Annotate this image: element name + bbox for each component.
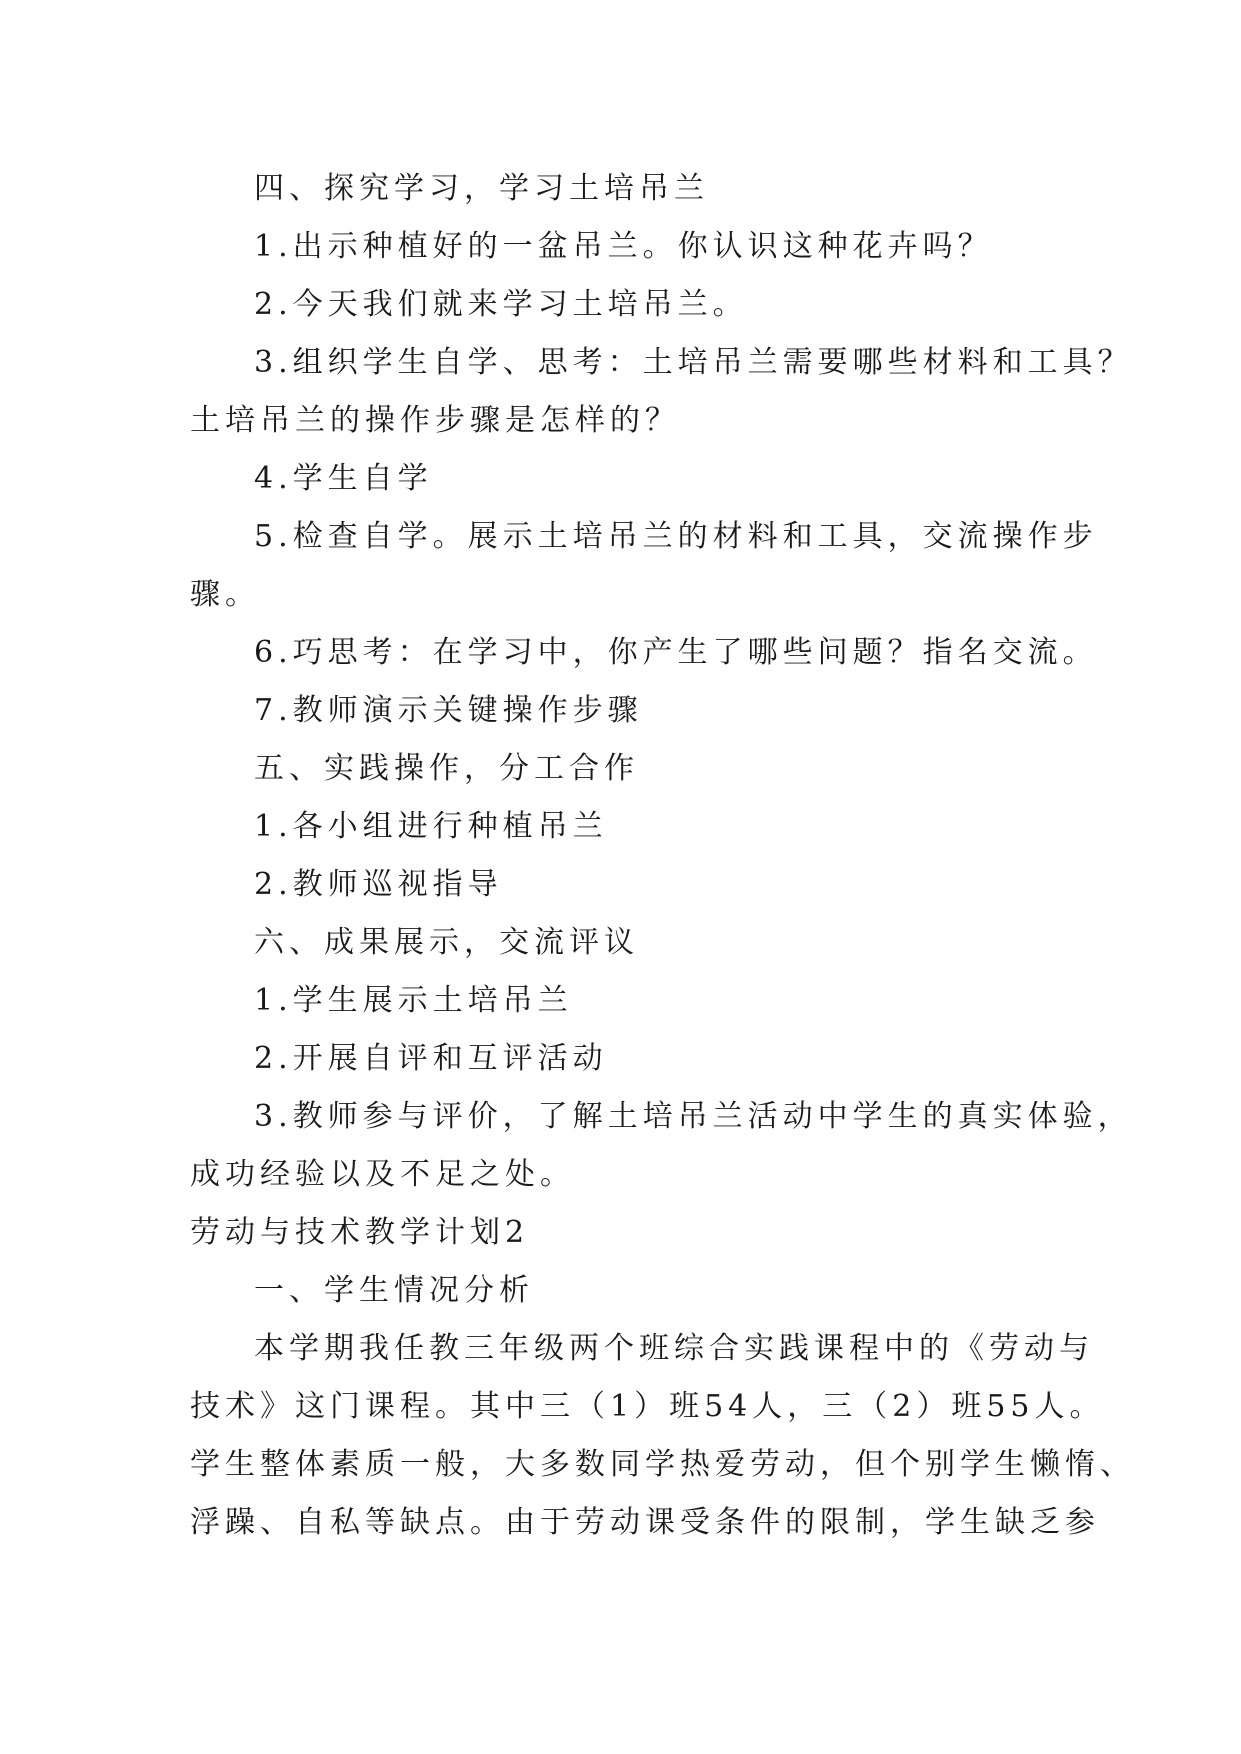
list-item: 1.出示种植好的一盆吊兰。你认识这种花卉吗？ <box>254 229 993 264</box>
section-heading: 五、实践操作，分工合作 <box>254 751 639 786</box>
list-item-continuation: 土培吊兰的操作步骤是怎样的？ <box>190 403 680 438</box>
list-item-continuation: 骤。 <box>190 577 260 612</box>
document-body <box>190 160 1135 1552</box>
list-item: 3.教师参与评价，了解土培吊兰活动中学生的真实体验， <box>254 1099 1133 1134</box>
list-item: 4.学生自学 <box>254 461 433 496</box>
list-item: 2.今天我们就来学习土培吊兰。 <box>254 287 748 322</box>
body-paragraph-line: 本学期我任教三年级两个班综合实践课程中的《劳动与 <box>254 1331 1094 1366</box>
body-paragraph-line: 浮躁、自私等缺点。由于劳动课受条件的限制，学生缺乏参 <box>190 1505 1100 1540</box>
list-item: 7.教师演示关键操作步骤 <box>254 693 643 728</box>
body-paragraph-line: 技术》这门课程。其中三（1）班54人，三（2）班55人。 <box>190 1389 1105 1424</box>
document-title: 劳动与技术教学计划2 <box>190 1215 530 1250</box>
section-heading: 六、成果展示，交流评议 <box>254 925 639 960</box>
list-item: 5.检查自学。展示土培吊兰的材料和工具，交流操作步 <box>254 519 1098 554</box>
list-item: 1.学生展示土培吊兰 <box>254 983 573 1018</box>
list-item: 3.组织学生自学、思考：土培吊兰需要哪些材料和工具？ <box>254 345 1133 380</box>
section-heading: 一、学生情况分析 <box>254 1273 534 1308</box>
body-paragraph-line: 学生整体素质一般，大多数同学热爱劳动，但个别学生懒惰、 <box>190 1447 1135 1482</box>
list-item: 2.教师巡视指导 <box>254 867 503 902</box>
section-heading: 四、探究学习，学习土培吊兰 <box>254 171 709 206</box>
list-item: 2.开展自评和互评活动 <box>254 1041 608 1076</box>
list-item-continuation: 成功经验以及不足之处。 <box>190 1157 575 1192</box>
list-item: 6.巧思考：在学习中，你产生了哪些问题？指名交流。 <box>254 635 1098 670</box>
list-item: 1.各小组进行种植吊兰 <box>254 809 608 844</box>
